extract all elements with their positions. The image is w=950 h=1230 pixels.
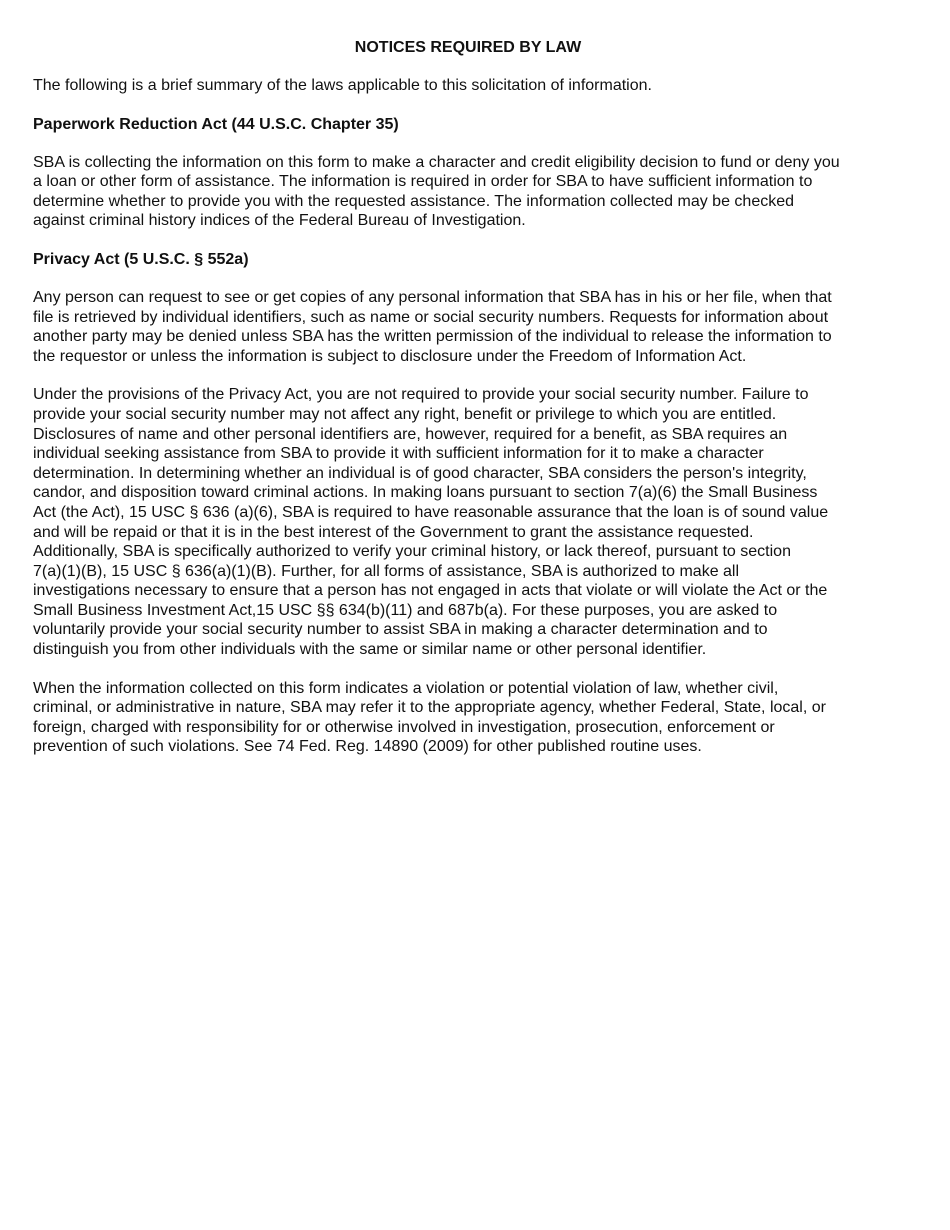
paragraph-line: Act (the Act), 15 USC § 636 (a)(6), SBA is required to have reasonable assurance that the loan is of sound value (33, 503, 829, 521)
paragraph-line: provide your social security number may not affect any right, benefit or privilege to which you are entitled. (33, 405, 777, 423)
paragraph-line: voluntarily provide your social security number to assist SBA in making a character determination and to (33, 621, 768, 639)
paragraph-line: SBA is collecting the information on this form to make a character and credit eligibility decision to fund or deny you (33, 153, 840, 171)
paragraph-line: Additionally, SBA is specifically authorized to verify your criminal history, or lack thereof, pursuant to section (33, 543, 791, 561)
paragraph-line: determination. In determining whether an individual is of good character, SBA considers the person's integrity, (33, 464, 807, 482)
section-heading: Privacy Act (5 U.S.C. § 552a) (33, 250, 249, 268)
paragraph-line: Disclosures of name and other personal identifiers are, however, required for a benefit, as SBA requires an (33, 425, 788, 443)
paragraph-line: a loan or other form of assistance. The information is required in order for SBA to have sufficient information to (33, 173, 813, 191)
paragraph-line: another party may be denied unless SBA has the written permission of the individual to release the information to (33, 328, 832, 346)
section-paragraph (33, 385, 903, 659)
paragraph-line: prevention of such violations. See 74 Fed. Reg. 14890 (2009) for other published routine uses. (33, 738, 702, 756)
section-paragraph (33, 679, 903, 757)
paragraph-line: Small Business Investment Act,15 USC §§ 634(b)(11) and 687b(a). For these purposes, you are asked to (33, 601, 778, 619)
paragraph-line: When the information collected on this form indicates a violation or potential violation of law, whether civil, (33, 679, 779, 697)
section-heading: Paperwork Reduction Act (44 U.S.C. Chapter 35) (33, 115, 399, 133)
paragraph-line: Any person can request to see or get copies of any personal information that SBA has in his or her file, when that (33, 288, 832, 306)
paragraph-line: individual seeking assistance from SBA to provide it with sufficient information for it to make a character (33, 445, 764, 463)
paragraph-line: Under the provisions of the Privacy Act, you are not required to provide your social security number. Failure to (33, 386, 809, 404)
paragraph-line: criminal, or administrative in nature, SBA may refer it to the appropriate agency, whether Federal, State, local, or (33, 699, 826, 717)
paragraph-line: and will be repaid or that it is in the best interest of the Government to grant the assistance requested. (33, 523, 754, 541)
paragraph-line: the requestor or unless the information is subject to disclosure under the Freedom of Information Act. (33, 347, 747, 365)
intro-text: The following is a brief summary of the laws applicable to this solicitation of information. (33, 77, 652, 94)
section-paragraph (33, 153, 903, 231)
document-page (33, 38, 903, 776)
document-title: NOTICES REQUIRED BY LAW (354, 39, 582, 56)
paragraph-line: candor, and disposition toward criminal actions. In making loans pursuant to section 7(a)(6) the Small Business (33, 484, 818, 502)
paragraph-line: 7(a)(1)(B), 15 USC § 636(a)(1)(B). Further, for all forms of assistance, SBA is authorized to make all (33, 562, 740, 580)
paragraph-line: distinguish you from other individuals with the same or similar name or other personal identifier. (33, 641, 707, 659)
section-paragraph (33, 288, 903, 366)
paragraph-line: determine whether to provide you with the requested assistance. The information collected may be checked (33, 192, 795, 210)
paragraph-line: foreign, charged with responsibility for or otherwise involved in investigation, prosecution, enforcement or (33, 718, 775, 736)
paragraph-line: against criminal history indices of the Federal Bureau of Investigation. (33, 212, 526, 230)
paragraph-line: file is retrieved by individual identifiers, such as name or social security numbers. Requests for information about (33, 308, 829, 326)
paragraph-line: investigations necessary to ensure that a person has not engaged in acts that violate or will violate the Act or the (33, 582, 828, 600)
sections-container (33, 115, 903, 757)
